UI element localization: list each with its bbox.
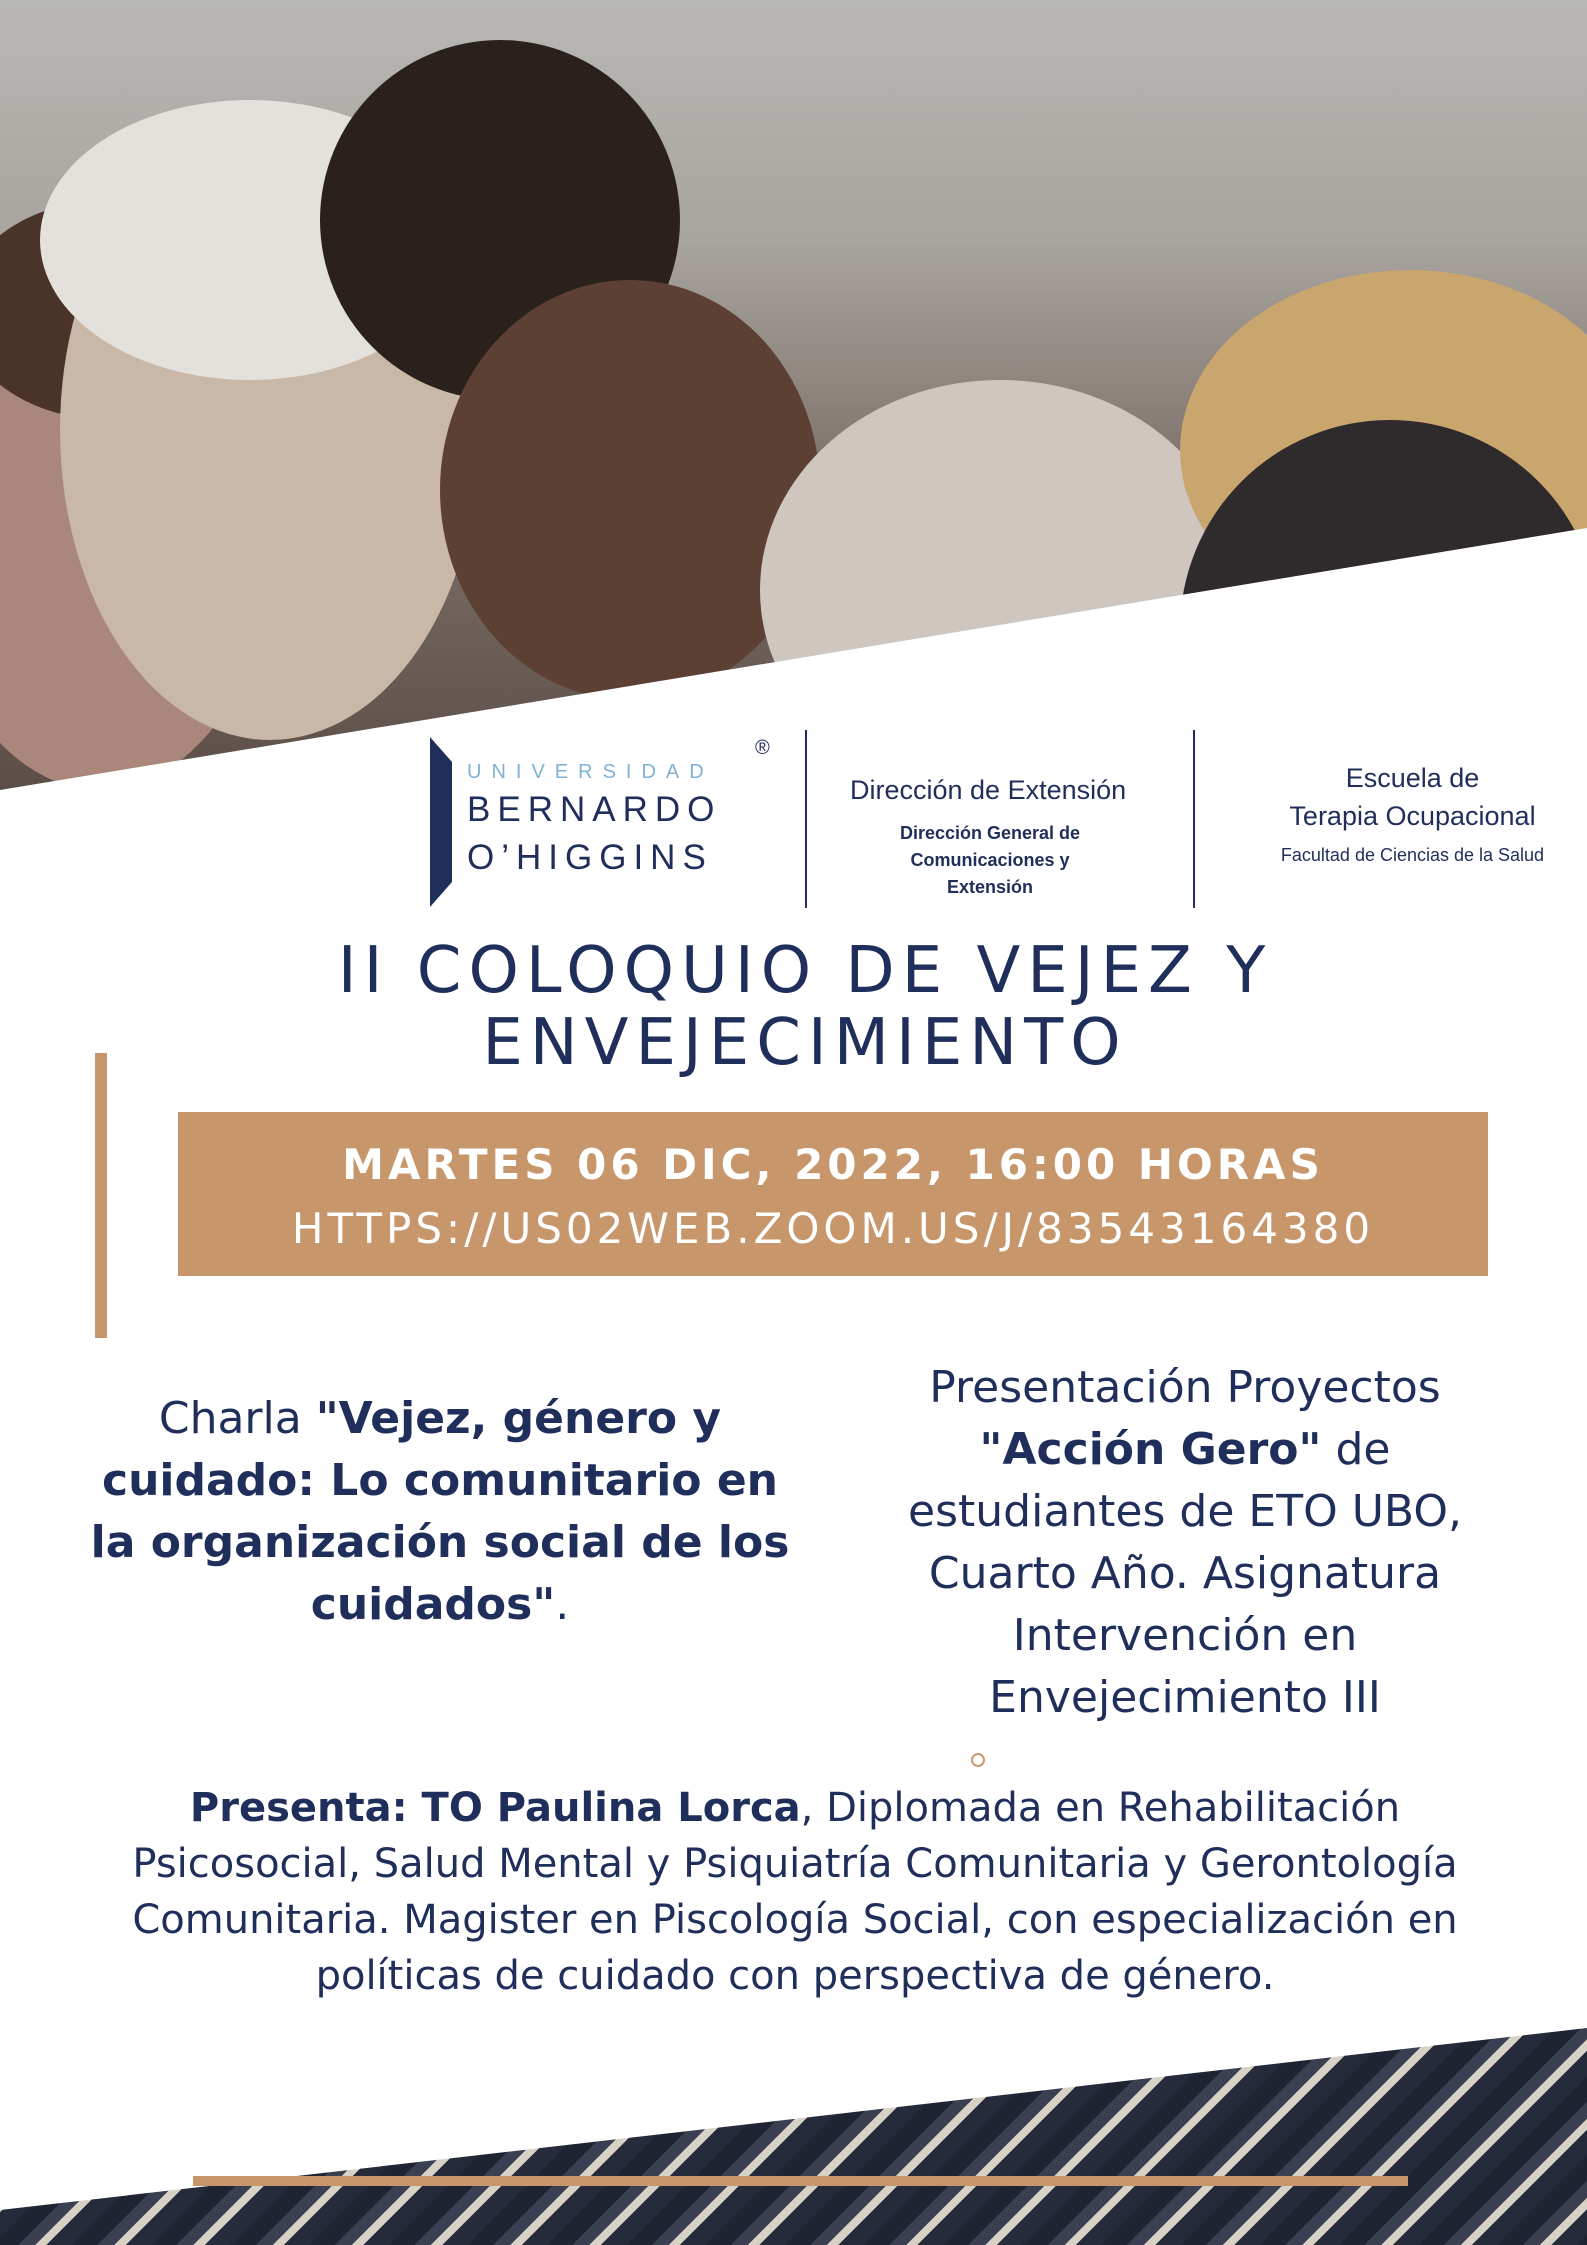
event-title-line2: ENVEJECIMIENTO — [482, 1006, 1128, 1080]
projects-name: "Acción Gero" — [979, 1424, 1322, 1475]
talk-suffix: . — [555, 1579, 570, 1630]
accent-bar — [95, 1053, 107, 1338]
decorative-ring-icon — [971, 1753, 985, 1767]
projects-rest: estudiantes de ETO UBO, Cuarto Año. Asignatura Intervención en Envejecimiento III — [908, 1486, 1462, 1723]
extension-title: Dirección de Extensión — [850, 775, 1127, 805]
registered-mark: ® — [755, 737, 770, 759]
event-title — [140, 935, 1470, 1079]
event-date: MARTES 06 DIC, 2022, 16:00 HORAS — [342, 1140, 1324, 1189]
zoom-link[interactable]: HTTPS://US02WEB.ZOOM.US/J/83543164380 — [291, 1204, 1375, 1253]
event-title-line1: II COLOQUIO DE VEJEZ Y — [337, 934, 1273, 1008]
presenter-bio: , Diplomada en Rehabilitación Psicosocial, Salud Mental y Psiquiatría Comunitaria y Gerontología Comunitaria. Magister en Piscología Social, con especialización en políticas de cuidado con perspectiva de género. — [132, 1785, 1458, 1999]
logo-header — [425, 725, 1550, 910]
talk-description — [90, 1388, 790, 1636]
logo-divider — [1193, 730, 1195, 908]
event-info-box — [178, 1112, 1488, 1276]
projects-after-name: de — [1321, 1424, 1391, 1475]
talk-prefix: Charla — [158, 1393, 316, 1444]
school-line2: Terapia Ocupacional — [1289, 801, 1536, 831]
school-line1: Escuela de — [1345, 763, 1480, 793]
bottom-accent-line — [193, 2176, 1408, 2186]
school-faculty: Facultad de Ciencias de la Salud — [1280, 845, 1545, 865]
extension-subtitle: Dirección General de Comunicaciones y Extensión — [899, 823, 1081, 897]
projects-line1: Presentación Proyectos — [929, 1362, 1441, 1413]
ubo-logo-name-line1: BERNARDO — [467, 790, 722, 829]
logo-divider — [805, 730, 807, 908]
projects-description — [870, 1357, 1500, 1729]
ubo-logo-name-line2: O’HIGGINS — [467, 838, 713, 877]
ubo-logo-small-text: UNIVERSIDAD — [467, 761, 714, 783]
presenter-label: Presenta: TO Paulina Lorca — [189, 1785, 801, 1831]
ubo-logo-icon — [430, 737, 452, 907]
presenter-description — [120, 1780, 1470, 2004]
talk-title: "Vejez, género y cuidado: Lo comunitario en la organización social de los cuidados" — [90, 1393, 790, 1630]
